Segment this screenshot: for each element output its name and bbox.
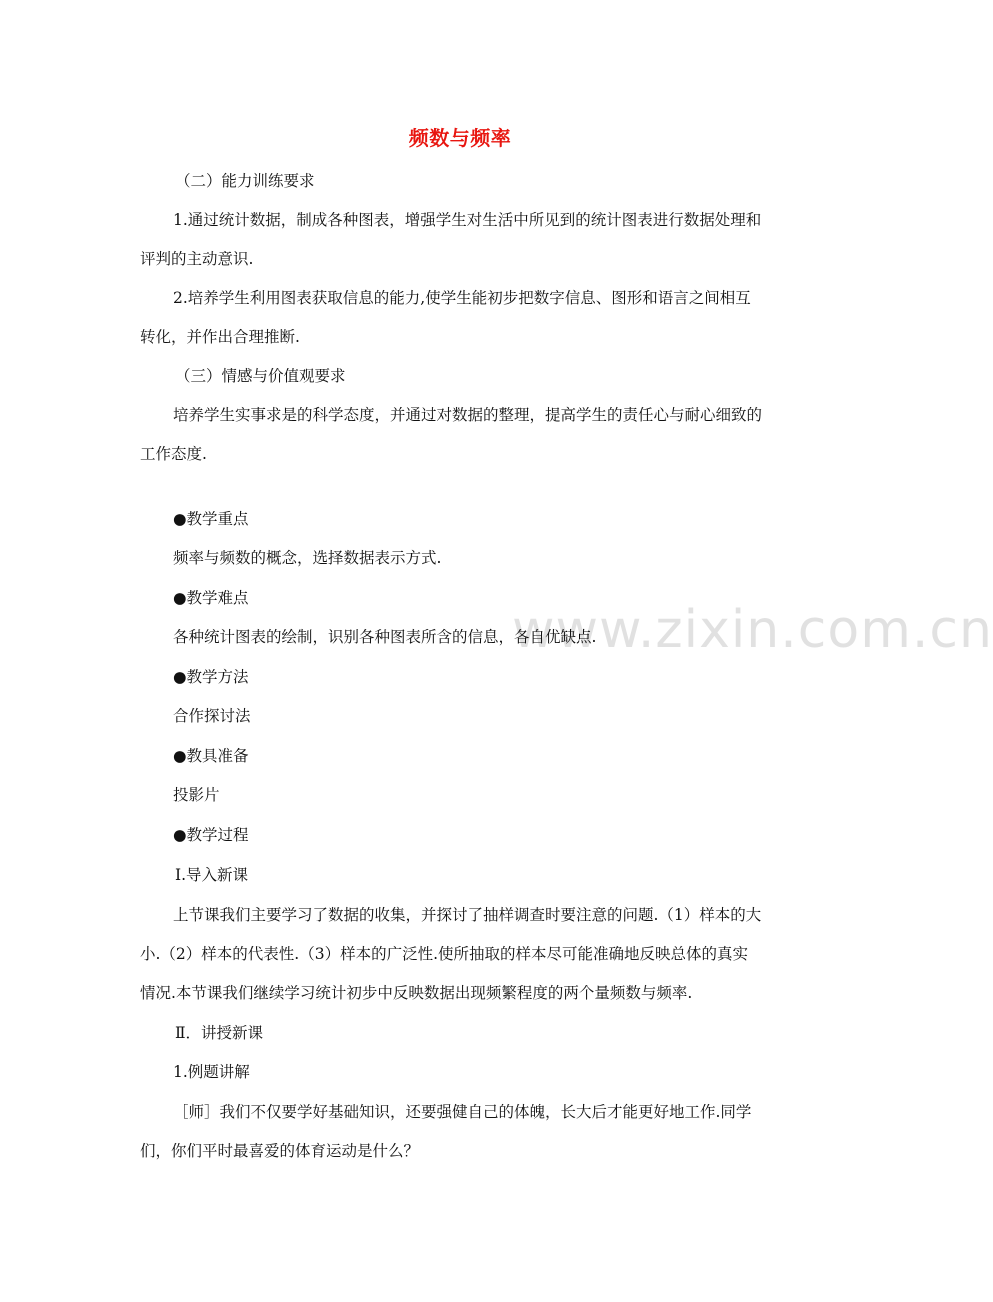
paragraph-line: 2.培养学生利用图表获取信息的能力,使学生能初步把数字信息、图形和语言之间相互 xyxy=(173,289,751,307)
paragraph-line: 合作探讨法 xyxy=(173,707,251,725)
paragraph-line: 1.例题讲解 xyxy=(173,1063,250,1081)
bullet-heading-key-points: ●教学重点 xyxy=(173,510,249,528)
watermark: www.zixin.com.cn xyxy=(512,600,993,660)
paragraph-line: 各种统计图表的绘制，识别各种图表所含的信息，各自优缺点. xyxy=(173,628,597,646)
paragraph-line: 小.（2）样本的代表性.（3）样本的广泛性.使所抽取的样本尽可能准确地反映总体的真实 xyxy=(140,945,749,963)
section-heading-new-lesson: Ⅱ．讲授新课 xyxy=(175,1024,264,1042)
paragraph-line: 1.通过统计数据，制成各种图表，增强学生对生活中所见到的统计图表进行数据处理和 xyxy=(173,211,762,229)
section-heading-ability: （二）能力训练要求 xyxy=(175,172,315,190)
section-heading-values: （三）情感与价值观要求 xyxy=(175,367,346,385)
document-title: 频数与频率 xyxy=(408,126,512,150)
bullet-heading-methods: ●教学方法 xyxy=(173,668,249,686)
paragraph-line: 培养学生实事求是的科学态度，并通过对数据的整理，提高学生的责任心与耐心细致的 xyxy=(173,406,763,424)
paragraph-line: 评判的主动意识. xyxy=(140,250,254,268)
section-heading-intro: Ⅰ.导入新课 xyxy=(175,866,249,884)
paragraph-line: 转化，并作出合理推断. xyxy=(140,328,300,346)
bullet-heading-materials: ●教具准备 xyxy=(173,747,249,765)
paragraph-line: 们，你们平时最喜爱的体育运动是什么？ xyxy=(140,1142,420,1160)
bullet-heading-process: ●教学过程 xyxy=(173,826,249,844)
bullet-heading-difficulties: ●教学难点 xyxy=(173,589,249,607)
paragraph-line: 情况.本节课我们继续学习统计初步中反映数据出现频繁程度的两个量频数与频率. xyxy=(140,984,693,1002)
paragraph-line: 上节课我们主要学习了数据的收集，并探讨了抽样调查时要注意的问题.（1）样本的大 xyxy=(173,906,762,924)
paragraph-line: 投影片 xyxy=(173,786,220,804)
paragraph-line: ［师］我们不仅要学好基础知识，还要强健自己的体魄，长大后才能更好地工作.同学 xyxy=(173,1103,752,1121)
paragraph-line: 工作态度. xyxy=(140,445,207,463)
paragraph-line: 频率与频数的概念，选择数据表示方式. xyxy=(173,549,442,567)
